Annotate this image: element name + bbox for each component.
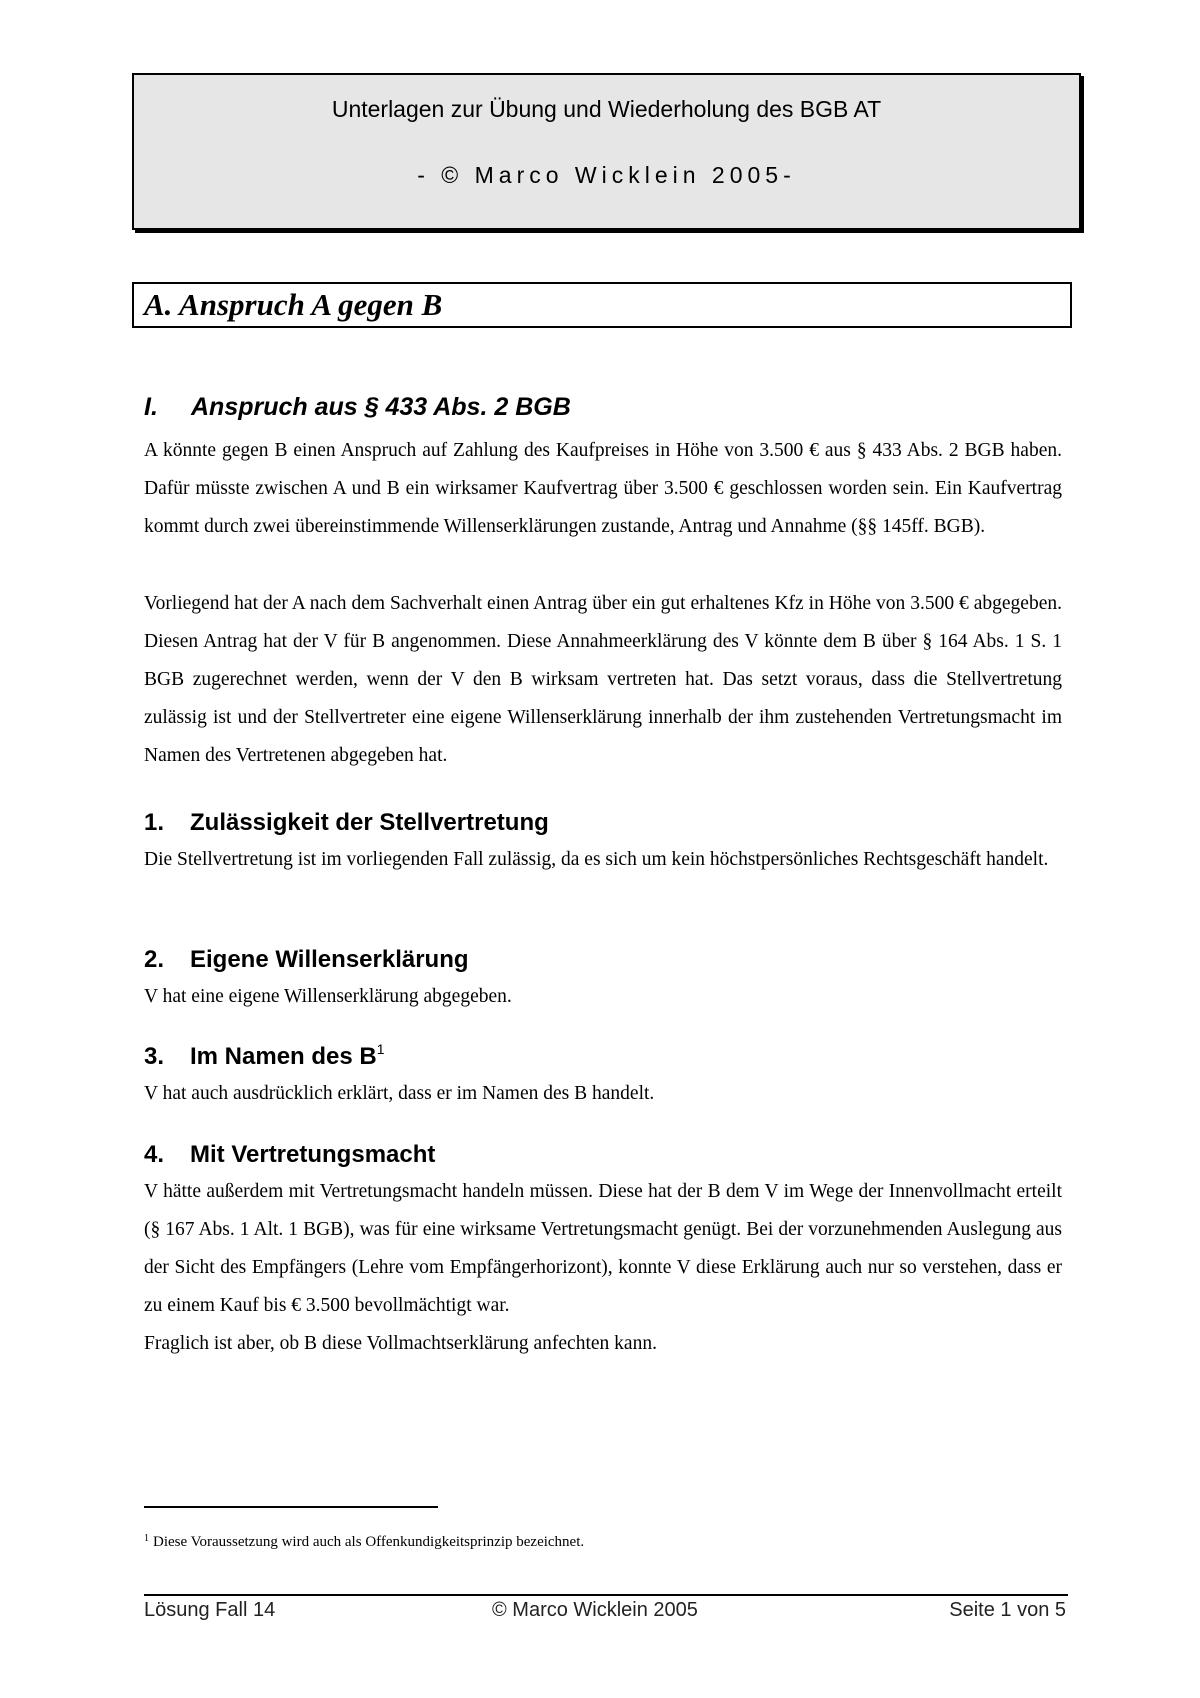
footer-divider xyxy=(144,1594,1068,1596)
heading-text: Im Namen des B xyxy=(190,1043,377,1070)
heading-number: 3. xyxy=(144,1043,165,1070)
footnote-number: 1 xyxy=(144,1533,149,1544)
heading-number: I. xyxy=(144,393,158,421)
title-box xyxy=(132,73,1081,230)
paragraph-6: V hätte außerdem mit Vertretungsmacht handeln müssen. Diese hat der B dem V im Wege der Innenvollmacht erteilt (§ 167 Abs. 1 Alt. 1 BGB), was für eine wirksame Vertretungsmacht genügt. Bei der vorzunehmenden Auslegung aus der Sicht des Empfängers (Lehre vom Empfängerhorizont), konnte V diese Erklärung auch nur so verstehen, dass er zu einem Kauf bis € 3.500 bevollmächtigt war. xyxy=(144,1181,1062,1316)
heading-text: Mit Vertretungsmacht xyxy=(190,1141,436,1168)
paragraph-3: Die Stellvertretung ist im vorliegenden Fall zulässig, da es sich um kein höchstpersönliches Rechtsgeschäft handelt. xyxy=(144,849,1049,870)
footer-page-number: Seite 1 von 5 xyxy=(949,1599,1066,1621)
footer-left: Lösung Fall 14 xyxy=(144,1599,276,1621)
heading-number: 4. xyxy=(144,1141,165,1168)
paragraph-2: Vorliegend hat der A nach dem Sachverhalt einen Antrag über ein gut erhaltenes Kfz in Höhe von 3.500 € abgegeben. Diesen Antrag hat der V für B angenommen. Diese Annahmeerklärung des V könnte dem B über § 164 Abs. 1 S. 1 BGB zugerechnet werden, wenn der V den B wirksam vertreten hat. Das setzt voraus, dass die Stellvertretung zulässig ist und der Stellvertreter eine eigene Willenserklärung innerhalb der ihm zustehenden Vertretungsmacht im Namen des Vertretenen abgegeben hat. xyxy=(144,593,1062,766)
footnote-divider xyxy=(144,1506,438,1508)
title-line: Unterlagen zur Übung und Wiederholung des BGB AT xyxy=(331,96,882,122)
heading-number: 1. xyxy=(144,809,165,836)
heading-3 xyxy=(144,1043,385,1071)
paragraph-7: Fraglich ist aber, ob B diese Vollmachtserklärung anfechten kann. xyxy=(144,1333,657,1354)
heading-1 xyxy=(144,809,549,837)
section-title: A. Anspruch A gegen B xyxy=(144,287,443,322)
footnote xyxy=(144,1534,584,1551)
footer-center: © Marco Wicklein 2005 xyxy=(492,1599,698,1621)
footnote-reference[interactable]: 1 xyxy=(376,1041,385,1057)
heading-4 xyxy=(144,1141,435,1169)
heading-text: Eigene Willenserklärung xyxy=(190,946,469,973)
paragraph-5: V hat auch ausdrücklich erklärt, dass er im Namen des B handelt. xyxy=(144,1083,655,1104)
heading-roman-i xyxy=(144,393,571,422)
copyright-line: - © Marco Wicklein 2005- xyxy=(417,162,796,188)
paragraph-1: A könnte gegen B einen Anspruch auf Zahlung des Kaufpreises in Höhe von 3.500 € aus § 433 Abs. 2 BGB haben. Dafür müsste zwischen A und B ein wirksamer Kaufvertrag über 3.500 € geschlossen worden sein. Ein Kaufvertrag kommt durch zwei übereinstimmende Willenserklärungen zustande, Antrag und Annahme (§§ 145ff. BGB). xyxy=(144,440,1062,537)
heading-text: Anspruch aus § 433 Abs. 2 BGB xyxy=(191,393,571,421)
heading-text: Zulässigkeit der Stellvertretung xyxy=(190,809,549,836)
paragraph-4: V hat eine eigene Willenserklärung abgegeben. xyxy=(144,986,512,1007)
heading-2 xyxy=(144,946,469,974)
heading-number: 2. xyxy=(144,946,165,973)
section-heading-box xyxy=(132,282,1072,328)
footnote-text: Diese Voraussetzung wird auch als Offenkundigkeitsprinzip bezeichnet. xyxy=(153,1534,585,1550)
